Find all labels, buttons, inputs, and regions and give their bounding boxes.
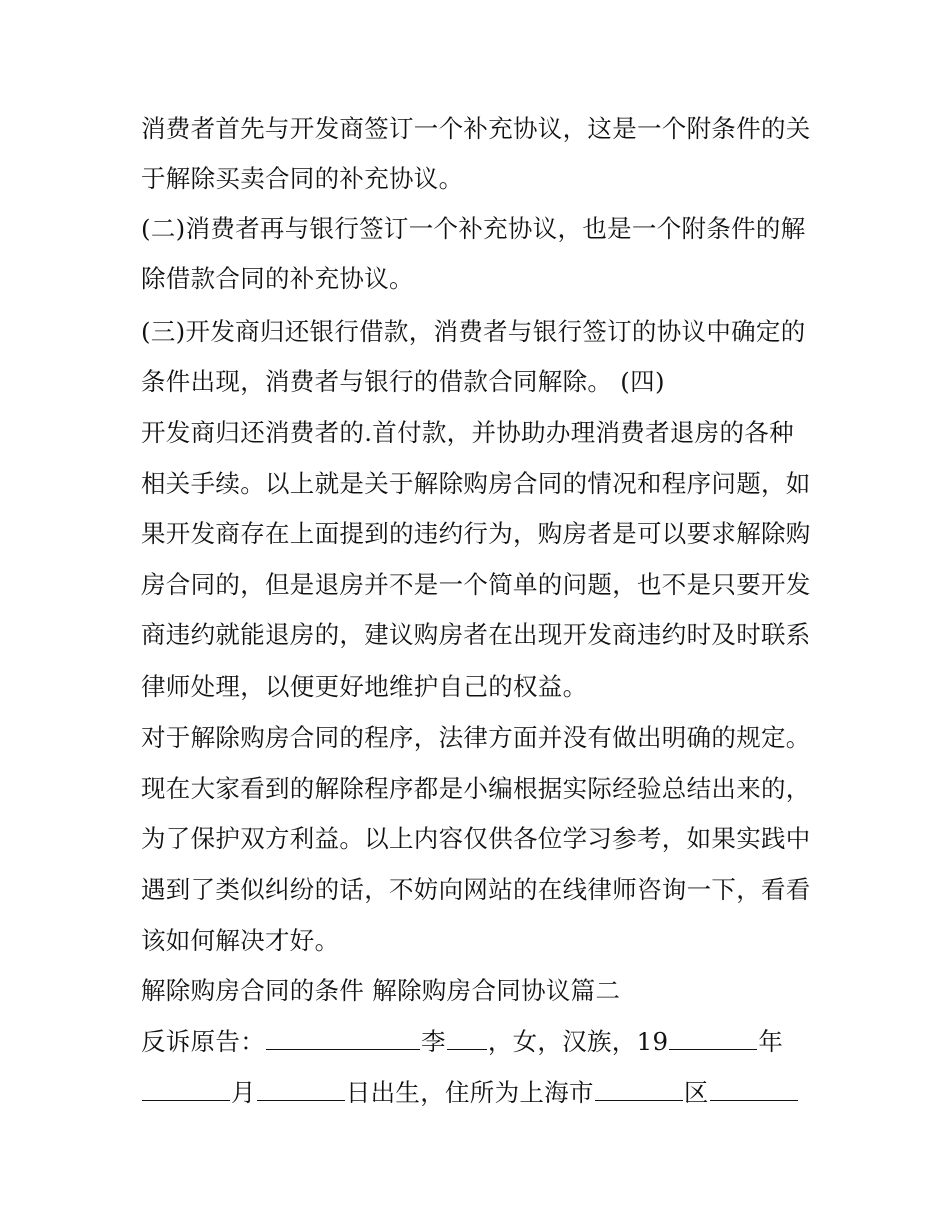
- form-district-unit: 区: [683, 1078, 709, 1107]
- blank-field[interactable]: [710, 1078, 798, 1101]
- blank-field[interactable]: [595, 1078, 683, 1101]
- text-line: (三)开发商归还银行借款，消费者与银行签订的协议中确定的: [141, 317, 806, 346]
- form-month-unit: 月: [231, 1078, 256, 1107]
- text-line: 消费者首先与开发商签订一个补充协议，这是一个附条件的关: [141, 114, 811, 143]
- section-heading: 解除购房合同的条件 解除购房合同协议篇二: [141, 976, 621, 1005]
- form-name: 李: [421, 1027, 446, 1056]
- text-line: 果开发商存在上面提到的违约行为，购房者是可以要求解除购: [141, 519, 811, 548]
- form-gender-ethnicity: ，女，汉族，19: [487, 1027, 669, 1056]
- text-line: 遇到了类似纠纷的话，不妨向网站的在线律师咨询一下，看看: [141, 875, 811, 904]
- text-line: (二)消费者再与银行签订一个补充协议，也是一个附条件的解: [141, 214, 806, 243]
- text-line: 相关手续。以上就是关于解除购房合同的情况和程序问题，如: [141, 469, 811, 498]
- text-line: 现在大家看到的解除程序都是小编根据实际经验总结出来的，: [141, 774, 811, 803]
- text-line: 商违约就能退房的，建议购房者在出现开发商违约时及时联系: [141, 620, 811, 649]
- blank-field[interactable]: [266, 1027, 420, 1050]
- text-line: 律师处理，以便更好地维护自己的权益。: [141, 672, 588, 701]
- form-birth-text: 日出生，住所为上海市: [345, 1078, 594, 1107]
- text-line: 条件出现，消费者与银行的借款合同解除。 (四): [141, 367, 665, 396]
- text-line: 于解除买卖合同的补充协议。: [141, 164, 464, 193]
- blank-field[interactable]: [257, 1078, 345, 1101]
- blank-field[interactable]: [669, 1027, 757, 1050]
- form-line-plaintiff: [141, 1026, 821, 1058]
- text-line: 该如何解决才好。: [141, 926, 340, 955]
- text-line: 房合同的，但是退房并不是一个简单的问题，也不是只要开发: [141, 570, 811, 599]
- text-line: 对于解除购房合同的程序，法律方面并没有做出明确的规定。: [141, 723, 811, 752]
- text-line: 为了保护双方利益。以上内容仅供各位学习参考，如果实践中: [141, 824, 811, 853]
- text-line: 开发商归还消费者的.首付款，并协助办理消费者退房的各种: [141, 418, 794, 447]
- form-year-unit: 年: [758, 1027, 784, 1056]
- blank-field[interactable]: [142, 1078, 230, 1101]
- text-line: 除借款合同的补充协议。: [141, 264, 414, 293]
- form-line-birth-address: [141, 1077, 821, 1109]
- blank-field[interactable]: [447, 1027, 487, 1050]
- form-label: 反诉原告：: [141, 1027, 265, 1056]
